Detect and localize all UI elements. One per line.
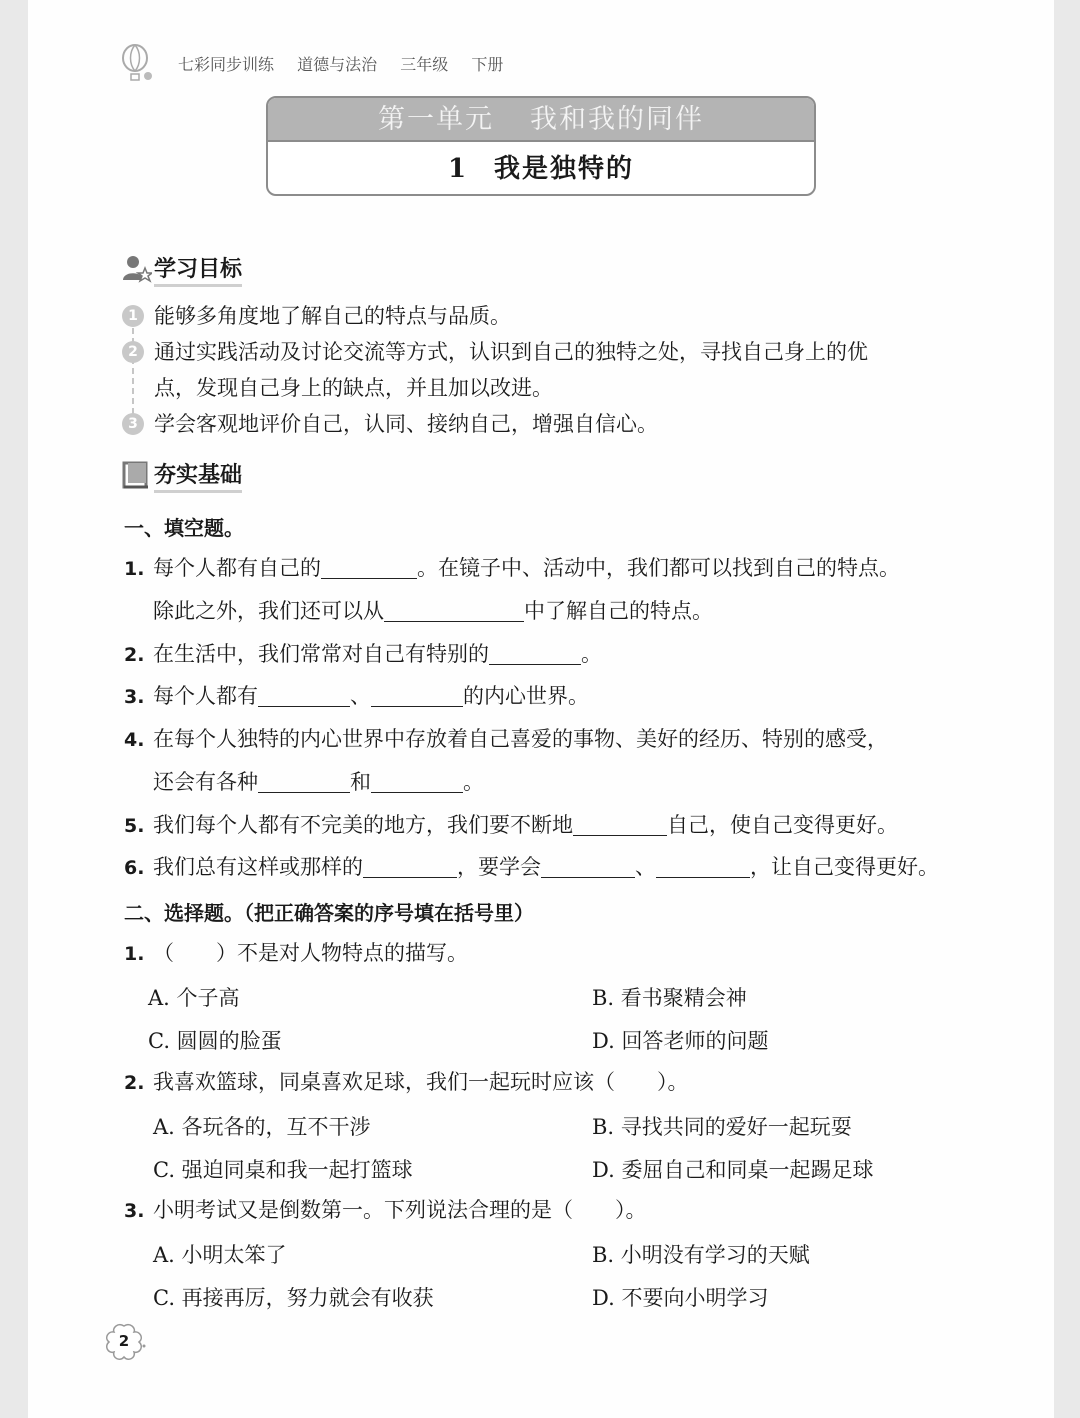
question-text: 中了解自己的特点。 <box>524 599 713 623</box>
goal-text: 能够多角度地了解自己的特点与品质。 <box>154 304 511 328</box>
book-icon <box>122 460 152 490</box>
answer-blank[interactable] <box>258 682 350 707</box>
goal-number: 1 <box>122 305 144 327</box>
question-text: 还会有各种 <box>153 770 258 794</box>
question-text: 我们总有这样或那样的 <box>153 855 363 879</box>
basics-title: 夯实基础 <box>154 458 242 493</box>
goal-number: 3 <box>122 413 144 435</box>
question-stem: 小明考试又是倒数第一。下列说法合理的是（ ）。 <box>153 1198 647 1222</box>
question-text: 的内心世界。 <box>463 684 589 708</box>
goal-number: 2 <box>122 341 144 363</box>
goal-item <box>122 298 982 334</box>
question-number: 4. <box>124 729 145 751</box>
option-c[interactable]: C. 再接再厉，努力就会有收获 <box>153 1286 434 1310</box>
question-text: 、 <box>350 684 371 708</box>
question-number: 5. <box>124 815 145 837</box>
answer-blank[interactable] <box>363 853 457 878</box>
question-text: 除此之外，我们还可以从 <box>153 599 384 623</box>
option-b[interactable]: B. 寻找共同的爱好一起玩耍 <box>592 1115 852 1139</box>
question-text: ，要学会 <box>457 855 541 879</box>
option-c[interactable]: C. 强迫同桌和我一起打篮球 <box>153 1158 413 1182</box>
choice-question <box>124 1189 647 1232</box>
question-text: 自己，使自己变得更好。 <box>667 813 898 837</box>
fill-question <box>124 804 898 847</box>
question-text: 在生活中，我们常常对自己有特别的 <box>153 642 489 666</box>
answer-blank[interactable] <box>371 768 463 793</box>
goal-item <box>122 334 982 406</box>
option-b[interactable]: B. 小明没有学习的天赋 <box>592 1243 810 1267</box>
question-number: 1. <box>124 943 145 965</box>
lesson-heading <box>268 142 814 194</box>
question-stem: （ ）不是对人物特点的描写。 <box>153 941 468 965</box>
option-a[interactable]: A. 个子高 <box>148 986 240 1010</box>
answer-blank[interactable] <box>371 682 463 707</box>
answer-blank[interactable] <box>321 554 417 579</box>
option-d[interactable]: D. 委屈自己和同桌一起踢足球 <box>592 1158 874 1182</box>
page-number: 2 <box>118 1332 130 1350</box>
goal-text-continued: 点，发现自己身上的缺点，并且加以改进。 <box>154 376 553 400</box>
question-text: 、 <box>635 855 656 879</box>
option-b[interactable]: B. 看书聚精会神 <box>592 986 747 1010</box>
choice-question <box>124 932 468 975</box>
fill-question <box>124 675 589 718</box>
goals-title: 学习目标 <box>154 252 242 287</box>
question-text: 。 <box>581 642 602 666</box>
fill-question <box>124 846 939 889</box>
choice-question <box>124 1061 689 1104</box>
unit-name: 我和我的同伴 <box>530 104 704 135</box>
option-d[interactable]: D. 不要向小明学习 <box>592 1286 769 1310</box>
header-grade: 三年级 <box>400 55 449 74</box>
answer-blank[interactable] <box>384 597 524 622</box>
person-star-icon <box>122 254 152 284</box>
question-number: 1. <box>124 558 145 580</box>
question-stem: 我喜欢篮球，同桌喜欢足球，我们一起玩时应该（ ）。 <box>153 1070 689 1094</box>
question-number: 6. <box>124 857 145 879</box>
balloon-icon <box>120 44 154 84</box>
question-text: 每个人都有 <box>153 684 258 708</box>
question-number: 2. <box>124 1072 145 1094</box>
option-c[interactable]: C. 圆圆的脸蛋 <box>148 1029 282 1053</box>
answer-blank[interactable] <box>573 811 667 836</box>
question-number: 3. <box>124 1200 145 1222</box>
fill-section-title: 一、填空题。 <box>124 516 244 540</box>
goal-text: 通过实践活动及讨论交流等方式，认识到自己的独特之处，寻找自己身上的优 <box>154 340 868 364</box>
lesson-number: 1 <box>447 154 469 184</box>
option-a[interactable]: A. 小明太笨了 <box>153 1243 287 1267</box>
question-text: ，让自己变得更好。 <box>750 855 939 879</box>
answer-blank[interactable] <box>258 768 350 793</box>
workbook-page <box>28 0 1054 1418</box>
answer-blank[interactable] <box>541 853 635 878</box>
header-volume: 下册 <box>471 55 504 74</box>
question-number: 3. <box>124 686 145 708</box>
choice-section-title: 二、选择题。（把正确答案的序号填在括号里） <box>124 901 534 925</box>
option-d[interactable]: D. 回答老师的问题 <box>592 1029 769 1053</box>
goal-text: 学会客观地评价自己，认同、接纳自己，增强自信心。 <box>154 412 658 436</box>
answer-blank[interactable] <box>656 853 750 878</box>
header-subject: 道德与法治 <box>297 55 378 74</box>
question-text: 。 <box>463 770 484 794</box>
lesson-title: 我是独特的 <box>494 154 635 184</box>
running-header <box>28 44 1054 84</box>
question-number: 2. <box>124 644 145 666</box>
unit-label: 第一单元 <box>378 104 494 135</box>
header-series: 七彩同步训练 <box>178 55 275 74</box>
unit-heading <box>268 98 814 142</box>
fill-question <box>124 547 900 632</box>
question-text: 。在镜子中、活动中，我们都可以找到自己的特点。 <box>417 556 900 580</box>
unit-title-box <box>266 96 816 196</box>
question-text: 和 <box>350 770 371 794</box>
option-a[interactable]: A. 各玩各的，互不干涉 <box>153 1115 371 1139</box>
fill-question <box>124 718 888 803</box>
fill-question <box>124 633 602 676</box>
page-number-badge <box>104 1322 148 1362</box>
question-text: 在每个人独特的内心世界中存放着自己喜爱的事物、美好的经历、特别的感受， <box>153 727 888 751</box>
question-text: 我们每个人都有不完美的地方，我们要不断地 <box>153 813 573 837</box>
question-text: 每个人都有自己的 <box>153 556 321 580</box>
answer-blank[interactable] <box>489 640 581 665</box>
goal-item <box>122 406 982 442</box>
